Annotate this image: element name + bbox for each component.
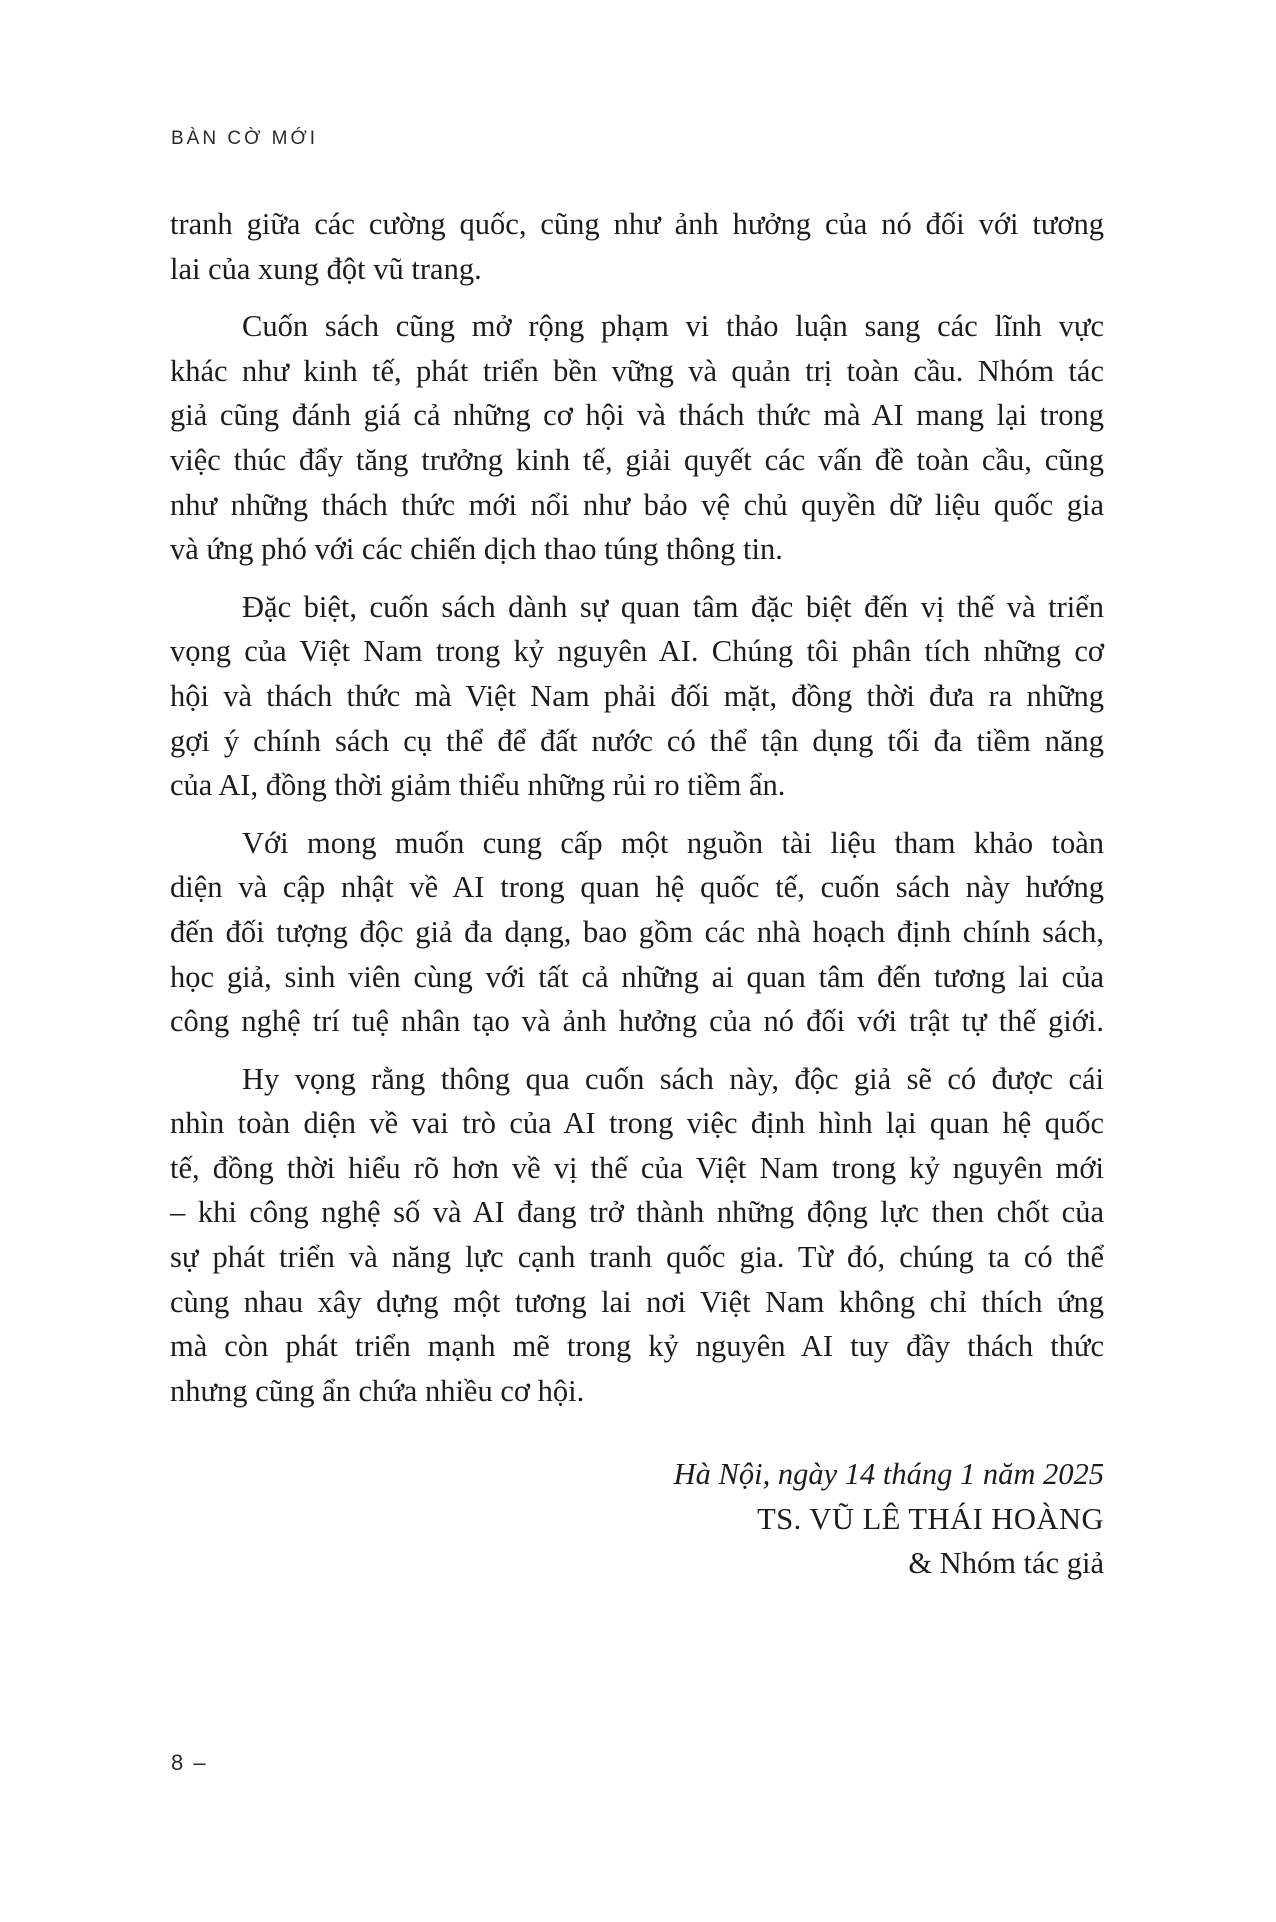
text-line: – khi công nghệ số và AI đang trở thành những động lực then chốt của — [170, 1195, 1104, 1230]
text-line: mà còn phát triển mạnh mẽ trong kỷ nguyên AI tuy đầy thách thức — [170, 1329, 1104, 1364]
place-date: Hà Nội, ngày 14 tháng 1 năm 2025 — [673, 1457, 1104, 1491]
paragraph-2 — [170, 304, 1104, 572]
paragraph-3 — [170, 585, 1104, 808]
text-line: nhìn toàn diện về vai trò của AI trong việc định hình lại quan hệ quốc — [170, 1106, 1104, 1141]
text-line: Cuốn sách cũng mở rộng phạm vi thảo luận sang các lĩnh vực — [242, 309, 1104, 344]
text-line: lai của xung đột vũ trang. — [170, 251, 482, 286]
text-line: nhưng cũng ẩn chứa nhiều cơ hội. — [170, 1373, 585, 1408]
text-line: Hy vọng rằng thông qua cuốn sách này, độc giả sẽ có được cái — [242, 1061, 1104, 1096]
text-line: như những thách thức mới nổi như bảo vệ chủ quyền dữ liệu quốc gia — [170, 487, 1104, 522]
body-text — [170, 202, 1104, 1426]
text-line: của AI, đồng thời giảm thiểu những rủi ro tiềm ẩn. — [170, 768, 786, 803]
text-line: tranh giữa các cường quốc, cũng như ảnh hưởng của nó đối với tương — [170, 207, 1104, 241]
text-line: đến đối tượng độc giả đa dạng, bao gồm các nhà hoạch định chính sách, — [170, 914, 1104, 949]
text-line: Với mong muốn cung cấp một nguồn tài liệu tham khảo toàn — [242, 825, 1104, 860]
text-line: công nghệ trí tuệ nhân tạo và ảnh hưởng của nó đối với trật tự thế giới. — [170, 1004, 1104, 1039]
paragraph-1 — [170, 202, 1104, 291]
text-line: và ứng phó với các chiến dịch thao túng thông tin. — [170, 532, 783, 567]
text-line: hội và thách thức mà Việt Nam phải đối mặt, đồng thời đưa ra những — [170, 678, 1104, 713]
running-header: BÀN CỜ MỚI — [171, 128, 319, 149]
author-name: TS. VŨ LÊ THÁI HOÀNG — [757, 1501, 1104, 1536]
text-line: sự phát triển và năng lực cạnh tranh quốc gia. Từ đó, chúng ta có thể — [170, 1240, 1104, 1275]
co-authors: & Nhóm tác giả — [908, 1546, 1104, 1581]
text-line: khác như kinh tế, phát triển bền vững và quản trị toàn cầu. Nhóm tác — [170, 353, 1104, 388]
page-number: 8 – — [171, 1750, 208, 1775]
text-line: vọng của Việt Nam trong kỷ nguyên AI. Chúng tôi phân tích những cơ — [170, 634, 1104, 669]
text-line: Đặc biệt, cuốn sách dành sự quan tâm đặc biệt đến vị thế và triển — [242, 589, 1104, 624]
text-line: việc thúc đẩy tăng trưởng kinh tế, giải quyết các vấn đề toàn cầu, cũng — [170, 442, 1104, 477]
paragraph-4 — [170, 821, 1104, 1044]
text-line: học giả, sinh viên cùng với tất cả những ai quan tâm đến tương lai của — [170, 959, 1104, 994]
text-line: diện và cập nhật về AI trong quan hệ quốc tế, cuốn sách này hướng — [170, 870, 1104, 905]
text-line: gợi ý chính sách cụ thể để đất nước có thể tận dụng tối đa tiềm năng — [170, 723, 1104, 758]
signature-block — [674, 1452, 1104, 1586]
text-line: cùng nhau xây dựng một tương lai nơi Việt Nam không chỉ thích ứng — [170, 1284, 1104, 1319]
text-line: tế, đồng thời hiểu rõ hơn về vị thế của Việt Nam trong kỷ nguyên mới — [170, 1150, 1104, 1185]
paragraph-5 — [170, 1057, 1104, 1414]
text-line: giả cũng đánh giá cả những cơ hội và thách thức mà AI mang lại trong — [170, 398, 1104, 433]
